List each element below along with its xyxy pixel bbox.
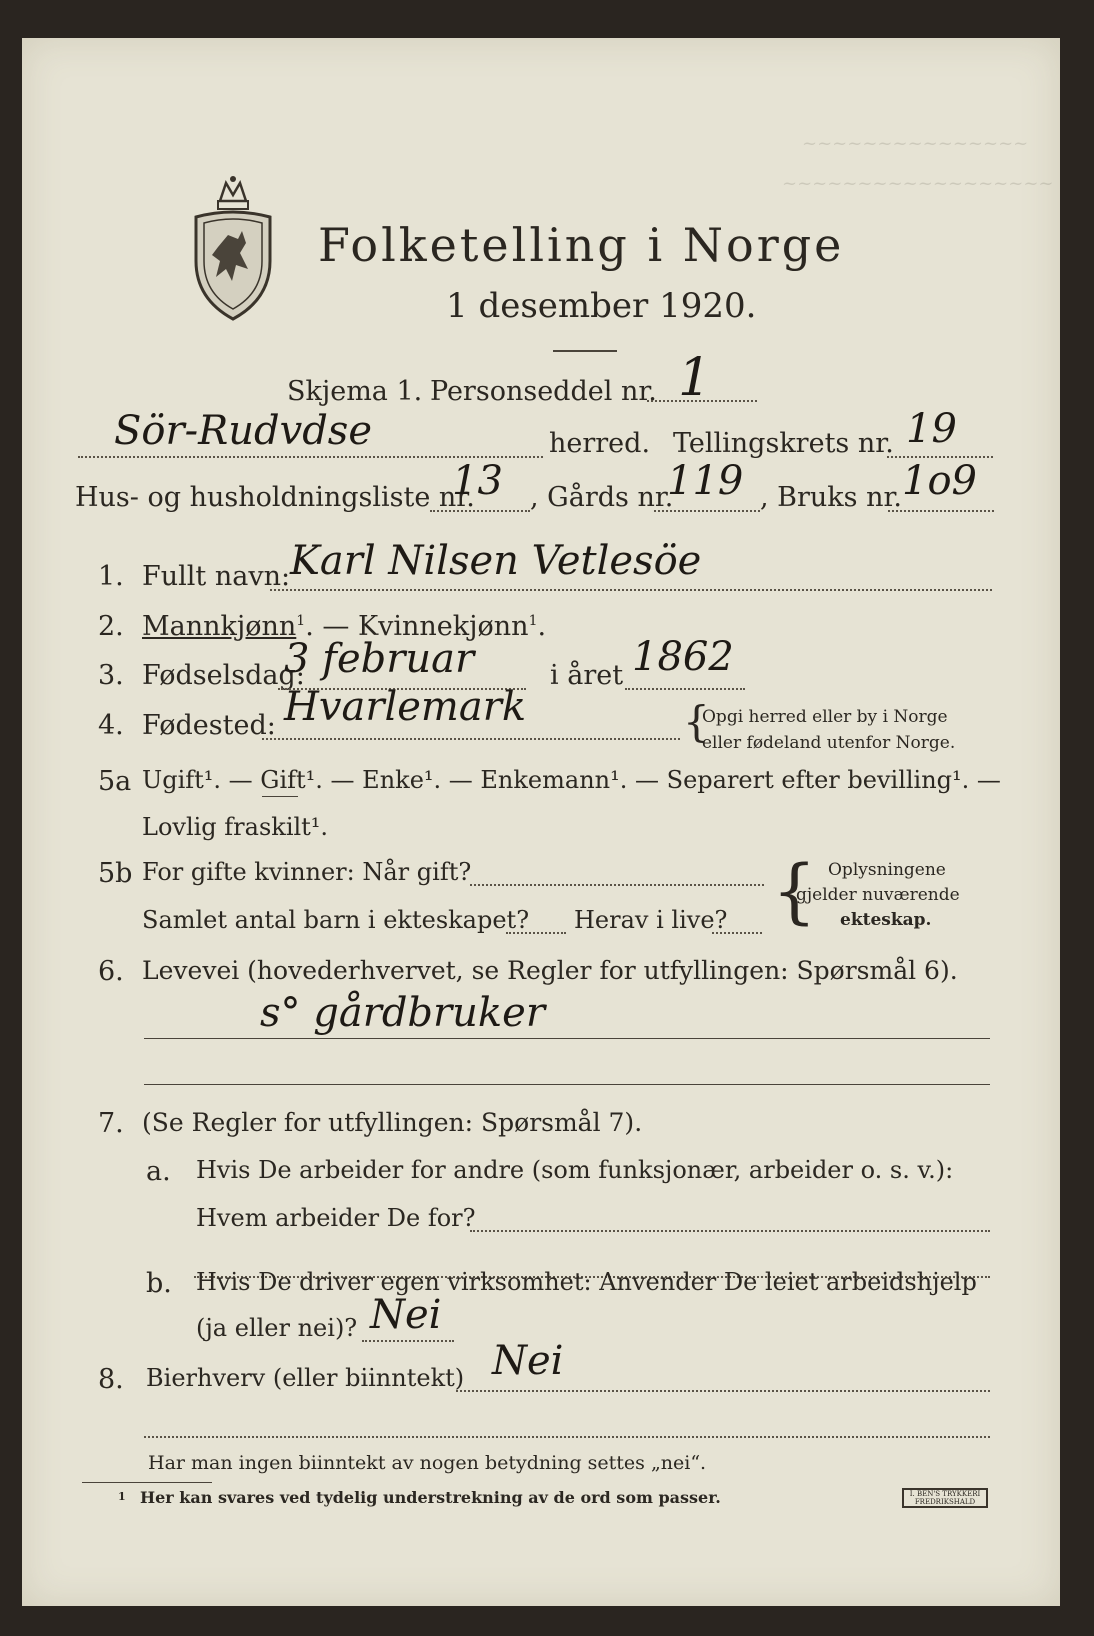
- q7a-letter: a.: [146, 1156, 171, 1187]
- footer-note: Har man ingen biinntekt av nogen betydning settes „nei“.: [148, 1452, 707, 1474]
- q4-note-line1: Opgi herred eller by i Norge: [702, 707, 948, 727]
- occupation-value: s° gårdbruker: [260, 990, 545, 1036]
- q5b-note-line3: ekteskap.: [840, 910, 932, 930]
- q4-number: 4.: [98, 710, 124, 741]
- census-date: 1 desember 1920.: [446, 286, 757, 326]
- gards-label: , Gårds nr.: [530, 482, 674, 513]
- q6-number: 6.: [98, 956, 124, 987]
- herred-value: Sör-Rudvdse: [114, 408, 373, 454]
- q7-label: (Se Regler for utfyllingen: Spørsmål 7).: [142, 1108, 643, 1137]
- bleed-through-text: ~~~~~~~~~~~~~~~: [802, 133, 1029, 154]
- q4-label: Fødested:: [142, 710, 276, 741]
- tellingskrets-number: 19: [906, 406, 957, 452]
- q6-answer-line2: [144, 1084, 990, 1085]
- norwegian-coat-of-arms-icon: [190, 173, 276, 323]
- q1-number: 1.: [98, 561, 124, 592]
- personseddel-label: Personseddel nr.: [430, 376, 657, 407]
- q7a-field-line: [470, 1230, 990, 1232]
- footnote-text: Her kan svares ved tydelig understrekning av de ord som passer.: [140, 1488, 721, 1507]
- q1-label: Fullt navn:: [142, 561, 291, 592]
- tellingskrets-label: Tellingskrets nr.: [673, 428, 894, 459]
- q5b-children-field-line: [506, 932, 566, 934]
- q2-female-option: Kvinnekjønn: [357, 611, 529, 642]
- q5b-line2b: Herav i live?: [574, 906, 728, 934]
- gift-underline: [262, 796, 298, 797]
- q7b-line1: Hvis De driver egen virksomhet: Anvender De leiet arbeidshjelp: [196, 1268, 977, 1296]
- q4-note-line2: eller fødeland utenfor Norge.: [702, 733, 956, 753]
- hired-help-value: Nei: [370, 1292, 442, 1338]
- hus-number: 13: [452, 458, 503, 504]
- q5b-alive-field-line: [712, 932, 762, 934]
- bleed-through-text: ~~~~~~~~~~~~~~~~~~: [782, 173, 1054, 194]
- q3-year-field-line: [625, 688, 745, 690]
- q6-label: Levevei (hovederhvervet, se Regler for utfyllingen: Spørsmål 6).: [142, 956, 958, 985]
- hus-field-line: [430, 510, 530, 512]
- q2-end: .: [537, 611, 547, 642]
- q8-label: Bierhverv (eller biinntekt): [146, 1364, 465, 1392]
- side-income-value: Nei: [492, 1338, 564, 1384]
- footnote-mark: 1: [118, 1490, 126, 1503]
- birth-year-value: 1862: [632, 634, 734, 680]
- gards-number: 119: [667, 458, 744, 504]
- q4-brace: {: [683, 697, 710, 746]
- q7a-line2: Hvem arbeider De for?: [196, 1204, 476, 1232]
- q8-field-line2: [144, 1436, 990, 1438]
- q2-male-option: Mannkjønn: [142, 611, 297, 642]
- bruks-field-line: [888, 510, 994, 512]
- q2-number: 2.: [98, 611, 124, 642]
- q3-label: Fødselsdag:: [142, 660, 305, 691]
- census-form-page: [22, 38, 1060, 1606]
- hus-label: Hus- og husholdningsliste nr.: [75, 482, 475, 513]
- q8-field-line: [456, 1390, 990, 1392]
- q3-year-label: i året: [550, 660, 624, 691]
- q5a-number: 5a: [98, 766, 132, 797]
- q5b-note-line2: gjelder nuværende: [796, 885, 960, 905]
- q5b-brace: {: [772, 850, 817, 932]
- q7a-line1: Hvis De arbeider for andre (som funksjonær, arbeider o. s. v.):: [196, 1156, 954, 1184]
- bruks-label: , Bruks nr.: [760, 482, 903, 513]
- q5b-note-line1: Oplysningene: [828, 860, 946, 880]
- birthplace-value: Hvarlemark: [284, 684, 527, 730]
- q6-answer-line1: [144, 1038, 990, 1039]
- q8-number: 8.: [98, 1364, 124, 1395]
- q2-separator: . —: [305, 611, 358, 642]
- q2-footnote-ref: 1: [296, 613, 306, 629]
- q5b-line2a: Samlet antal barn i ekteskapet?: [142, 906, 530, 934]
- q1-field-line: [270, 589, 992, 591]
- q7b-line2: (ja eller nei)?: [196, 1314, 358, 1342]
- q3-number: 3.: [98, 660, 124, 691]
- q5b-number: 5b: [98, 858, 133, 889]
- birthday-value: 3 februar: [284, 636, 475, 682]
- skjema-label: Skjema 1.: [287, 376, 423, 407]
- q5a-options-line2: Lovlig fraskilt¹.: [142, 813, 329, 841]
- q5b-line1: For gifte kvinner: Når gift?: [142, 858, 472, 886]
- q2-footnote-ref: 1: [528, 613, 538, 629]
- personseddel-number: 1: [678, 348, 712, 408]
- q5a-options-line1: Ugift¹. — Gift¹. — Enke¹. — Enkemann¹. — Separert efter bevilling¹. —: [142, 766, 1001, 794]
- q7b-field-line: [362, 1340, 454, 1342]
- title-divider: [553, 350, 617, 352]
- q7-number: 7.: [98, 1108, 124, 1139]
- q7b-letter: b.: [146, 1268, 172, 1299]
- full-name-value: Karl Nilsen Vetlesöe: [290, 538, 702, 584]
- form-title: Folketelling i Norge: [318, 218, 845, 272]
- printer-stamp: I. BEN'S TRYKKERI FREDRIKSHALD: [902, 1488, 988, 1508]
- footnote-divider: [82, 1482, 212, 1483]
- bruks-number: 1o9: [902, 458, 977, 504]
- gards-field-line: [654, 510, 760, 512]
- q5b-married-field-line: [470, 884, 764, 886]
- q4-field-line: [262, 738, 680, 740]
- herred-label: herred.: [549, 428, 651, 459]
